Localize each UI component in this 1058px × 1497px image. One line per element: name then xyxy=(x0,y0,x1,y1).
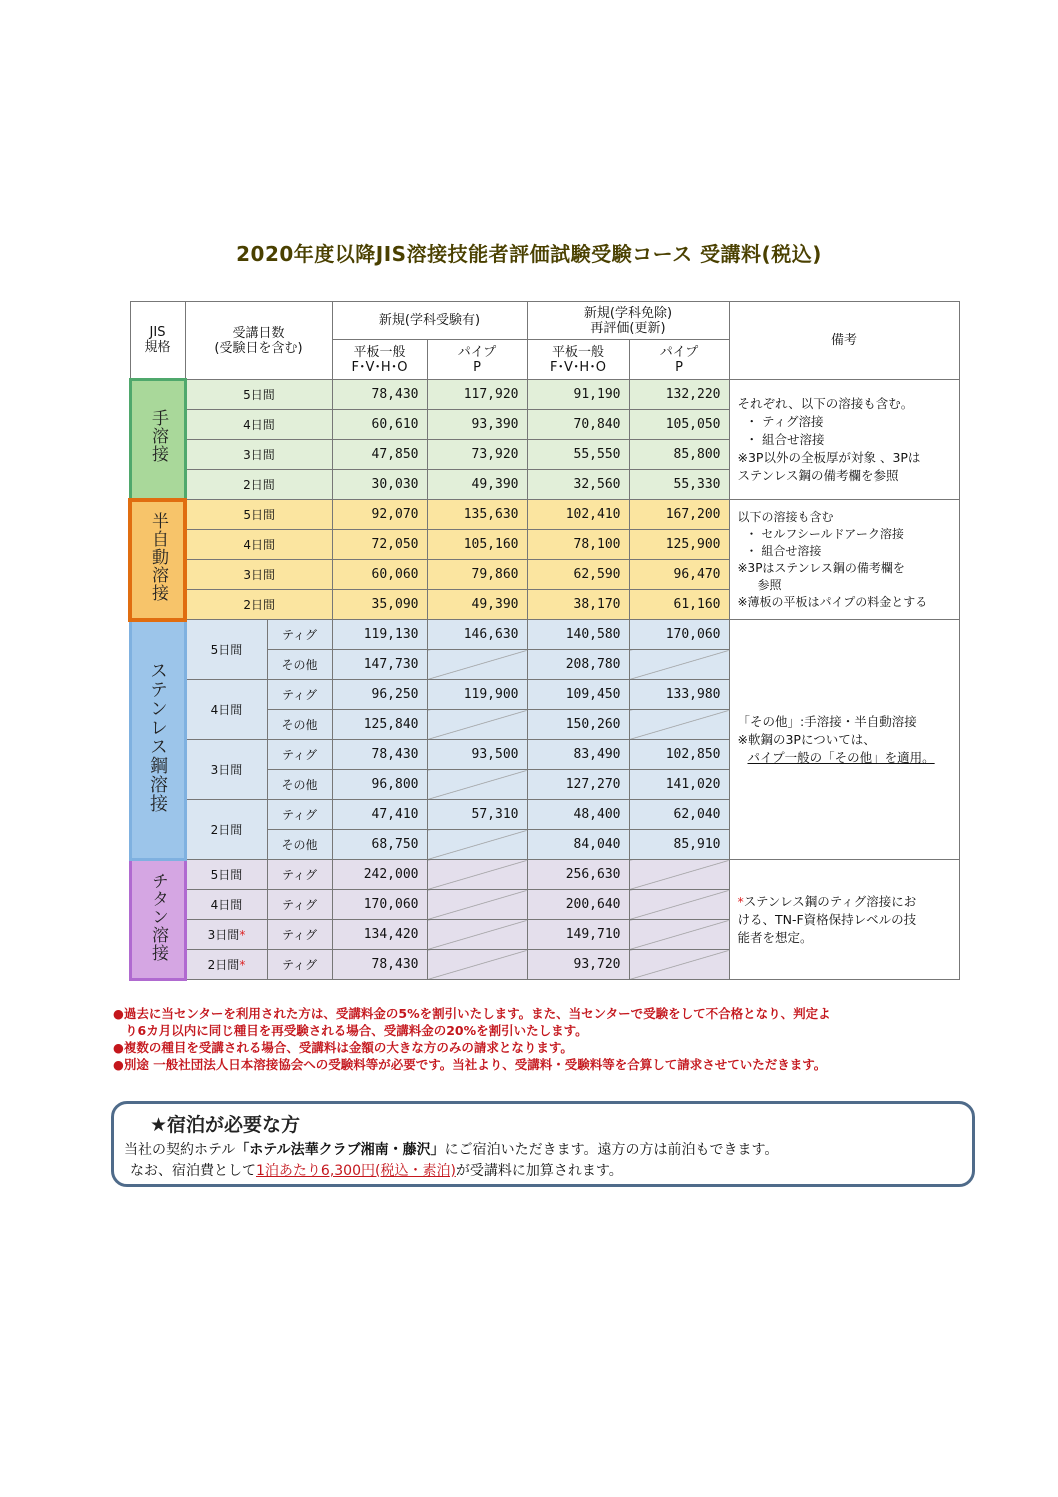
lodging-title: ★宿泊が必要な方 xyxy=(150,1114,301,1136)
price-cell: 78,430 xyxy=(332,740,427,770)
price-cell: 93,720 xyxy=(527,950,629,980)
price-cell: 78,430 xyxy=(332,950,427,980)
table-row-days: 5日間 xyxy=(185,860,267,890)
price-cell: 85,910 xyxy=(629,830,729,860)
price-cell: 133,980 xyxy=(629,680,729,710)
price-cell: 105,050 xyxy=(629,410,729,440)
price-cell: 167,200 xyxy=(629,500,729,530)
lodging-box xyxy=(111,1101,975,1187)
price-cell: 135,630 xyxy=(427,500,527,530)
price-cell: 47,850 xyxy=(332,440,427,470)
price-cell: 141,020 xyxy=(629,770,729,800)
table-row-days: 3日間 xyxy=(185,740,267,800)
header-renew-pipe: パイプ P xyxy=(629,340,729,380)
price-cell: 32,560 xyxy=(527,470,629,500)
category-semiauto: 半自動溶接 xyxy=(130,500,185,620)
price-cell: 96,800 xyxy=(332,770,427,800)
price-cell: 68,750 xyxy=(332,830,427,860)
table-row-days: 3日間 xyxy=(185,440,332,470)
header-new-flat: 平板一般 F･V･H･O xyxy=(332,340,427,380)
price-cell: 119,130 xyxy=(332,620,427,650)
price-cell: 78,100 xyxy=(527,530,629,560)
not-applicable-cell xyxy=(427,650,527,680)
price-cell: 105,160 xyxy=(427,530,527,560)
price-cell: 149,710 xyxy=(527,920,629,950)
table-row-days: 4日間 xyxy=(185,890,267,920)
price-cell: 150,260 xyxy=(527,710,629,740)
price-cell: 125,840 xyxy=(332,710,427,740)
price-cell: 93,390 xyxy=(427,410,527,440)
price-cell: 61,160 xyxy=(629,590,729,620)
not-applicable-cell xyxy=(427,770,527,800)
price-cell: 127,270 xyxy=(527,770,629,800)
price-cell: 60,060 xyxy=(332,560,427,590)
price-cell: 96,470 xyxy=(629,560,729,590)
note-titanium: *ステンレス鋼のティグ溶接にお ける、TN-F資格保持レベルの技 能者を想定。 xyxy=(729,860,959,980)
bullet-line: ●過去に当センターを利用された方は、受講料金の5%を割引いたします。また、当センターで受験をして不合格となり、判定よ xyxy=(113,1006,831,1021)
hotel-name: 「ホテル法華クラブ湘南・藤沢」 xyxy=(235,1142,445,1158)
method-label: その他 xyxy=(267,710,332,740)
lodging-price: 1泊あたり6,300円(税込・素泊) xyxy=(256,1163,456,1179)
method-label: その他 xyxy=(267,830,332,860)
fee-table xyxy=(128,301,960,981)
price-cell: 30,030 xyxy=(332,470,427,500)
table-row-days: 5日間 xyxy=(185,500,332,530)
category-titanium: チタン溶接 xyxy=(130,860,185,980)
price-cell: 91,190 xyxy=(527,380,629,410)
method-label: ティグ xyxy=(267,890,332,920)
price-cell: 170,060 xyxy=(629,620,729,650)
bullet-line: り6カ月以内に同じ種目を再受験される場合、受講料金の20%を割引いたします。 xyxy=(125,1023,588,1038)
method-label: その他 xyxy=(267,650,332,680)
price-cell: 38,170 xyxy=(527,590,629,620)
lodging-line-1: 当社の契約ホテル「ホテル法華クラブ湘南・藤沢」にご宿泊いただきます。遠方の方は前泊もできます。 xyxy=(124,1142,779,1158)
price-cell: 242,000 xyxy=(332,860,427,890)
price-cell: 70,840 xyxy=(527,410,629,440)
price-cell: 96,250 xyxy=(332,680,427,710)
price-cell: 132,220 xyxy=(629,380,729,410)
price-cell: 48,400 xyxy=(527,800,629,830)
bullet-line: ●別途 一般社団法人日本溶接協会への受験料等が必要です。当社より、受講料・受験料等を合算して請求させていただきます。 xyxy=(113,1057,827,1072)
not-applicable-cell xyxy=(427,950,527,980)
table-row-days: 2日間 xyxy=(185,470,332,500)
table-row-days: 2日間* xyxy=(185,950,267,980)
table-row-days: 5日間 xyxy=(185,380,332,410)
price-cell: 125,900 xyxy=(629,530,729,560)
category-stainless: ステンレス鋼溶接 xyxy=(130,620,185,860)
not-applicable-cell xyxy=(629,860,729,890)
price-cell: 84,040 xyxy=(527,830,629,860)
price-cell: 200,640 xyxy=(527,890,629,920)
method-label: ティグ xyxy=(267,620,332,650)
not-applicable-cell xyxy=(629,650,729,680)
price-cell: 55,550 xyxy=(527,440,629,470)
price-cell: 147,730 xyxy=(332,650,427,680)
table-row-days: 2日間 xyxy=(185,590,332,620)
not-applicable-cell xyxy=(427,710,527,740)
bullet-line: ●複数の種目を受講される場合、受講料は金額の大きな方のみの請求となります。 xyxy=(113,1040,573,1055)
price-cell: 134,420 xyxy=(332,920,427,950)
price-cell: 146,630 xyxy=(427,620,527,650)
price-cell: 79,860 xyxy=(427,560,527,590)
price-cell: 109,450 xyxy=(527,680,629,710)
lodging-line-2: なお、宿泊費として1泊あたり6,300円(税込・素泊)が受講料に加算されます。 xyxy=(130,1163,623,1179)
price-cell: 256,630 xyxy=(527,860,629,890)
price-cell: 60,610 xyxy=(332,410,427,440)
table-row-days: 5日間 xyxy=(185,620,267,680)
header-jis: JIS 規格 xyxy=(130,302,185,380)
note-semiauto: 以下の溶接も含む ・ セルフシールドアーク溶接 ・ 組合せ溶接 ※3Pはステンレス鋼の備考欄を 参照 ※薄板の平板はパイプの料金とする xyxy=(729,500,959,620)
method-label: ティグ xyxy=(267,800,332,830)
price-cell: 83,490 xyxy=(527,740,629,770)
not-applicable-cell xyxy=(427,830,527,860)
method-label: ティグ xyxy=(267,920,332,950)
price-cell: 119,900 xyxy=(427,680,527,710)
price-cell: 49,390 xyxy=(427,590,527,620)
note-manual: それぞれ、以下の溶接も含む。 ・ ティグ溶接 ・ 組合せ溶接 ※3P以外の全板厚が対象 、3Pは ステンレス鋼の備考欄を参照 xyxy=(729,380,959,500)
price-cell: 55,330 xyxy=(629,470,729,500)
method-label: ティグ xyxy=(267,680,332,710)
price-cell: 35,090 xyxy=(332,590,427,620)
table-row-days: 3日間 xyxy=(185,560,332,590)
price-cell: 62,040 xyxy=(629,800,729,830)
not-applicable-cell xyxy=(427,860,527,890)
price-cell: 93,500 xyxy=(427,740,527,770)
note-stainless: 「その他」:手溶接・半自動溶接 ※軟鋼の3Pについては、 パイプ一般の「その他」を適用。 xyxy=(729,620,959,860)
header-renew-flat: 平板一般 F･V･H･O xyxy=(527,340,629,380)
price-cell: 72,050 xyxy=(332,530,427,560)
category-manual: 手溶接 xyxy=(130,380,185,500)
price-cell: 102,850 xyxy=(629,740,729,770)
table-row-days: 4日間 xyxy=(185,680,267,740)
price-cell: 49,390 xyxy=(427,470,527,500)
price-cell: 117,920 xyxy=(427,380,527,410)
price-cell: 92,070 xyxy=(332,500,427,530)
price-cell: 57,310 xyxy=(427,800,527,830)
header-renew: 新規(学科免除) 再評価(更新) xyxy=(527,302,729,340)
header-new-pipe: パイプ P xyxy=(427,340,527,380)
table-row-days: 4日間 xyxy=(185,410,332,440)
method-label: その他 xyxy=(267,770,332,800)
discount-notes xyxy=(113,1005,953,1073)
table-row-days: 3日間* xyxy=(185,920,267,950)
price-cell: 78,430 xyxy=(332,380,427,410)
not-applicable-cell xyxy=(629,890,729,920)
method-label: ティグ xyxy=(267,740,332,770)
header-notes: 備考 xyxy=(729,302,959,380)
not-applicable-cell xyxy=(629,950,729,980)
not-applicable-cell xyxy=(629,710,729,740)
price-cell: 85,800 xyxy=(629,440,729,470)
price-cell: 208,780 xyxy=(527,650,629,680)
header-days: 受講日数 (受験日を含む) xyxy=(185,302,332,380)
not-applicable-cell xyxy=(427,890,527,920)
page-title: 2020年度以降JIS溶接技能者評価試験受験コース 受講料(税込) xyxy=(236,242,822,266)
table-row-days: 4日間 xyxy=(185,530,332,560)
method-label: ティグ xyxy=(267,860,332,890)
not-applicable-cell xyxy=(427,920,527,950)
price-cell: 47,410 xyxy=(332,800,427,830)
table-row-days: 2日間 xyxy=(185,800,267,860)
not-applicable-cell xyxy=(629,920,729,950)
price-cell: 170,060 xyxy=(332,890,427,920)
header-new: 新規(学科受験有) xyxy=(332,302,527,340)
method-label: ティグ xyxy=(267,950,332,980)
price-cell: 140,580 xyxy=(527,620,629,650)
price-cell: 102,410 xyxy=(527,500,629,530)
price-cell: 62,590 xyxy=(527,560,629,590)
price-cell: 73,920 xyxy=(427,440,527,470)
